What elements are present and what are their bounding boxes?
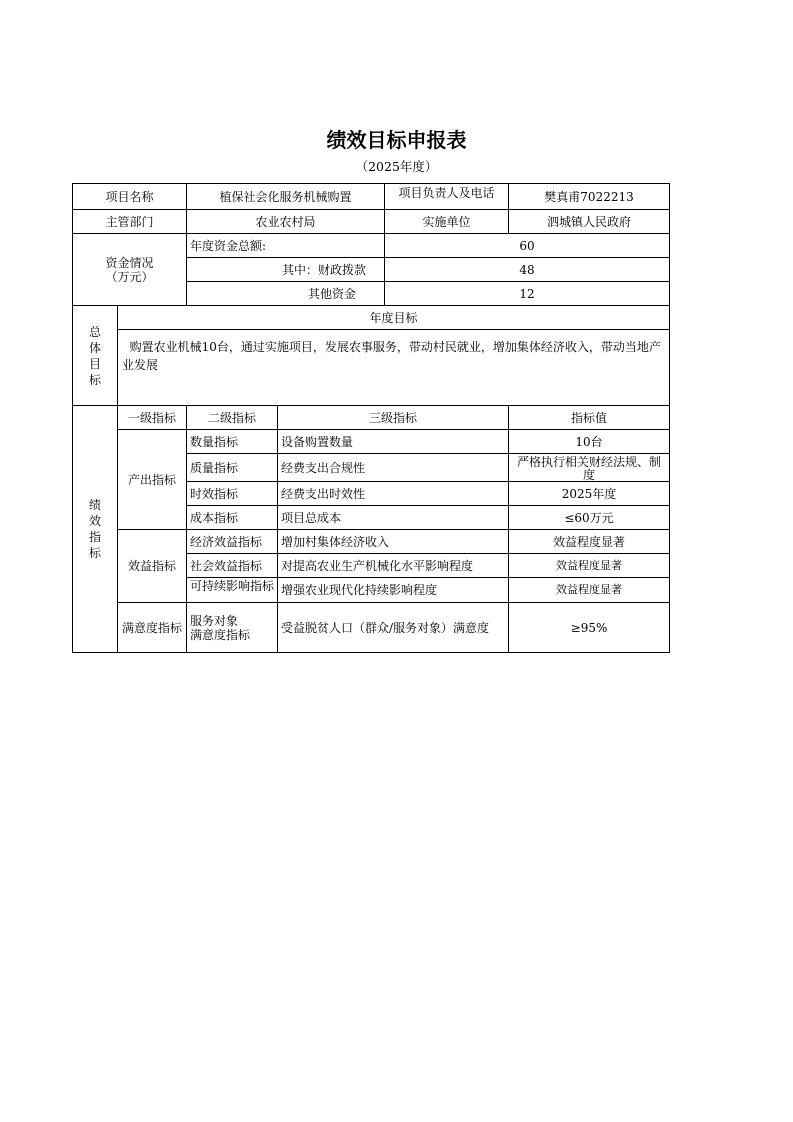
overall-goal-side-label: 总 体 目 标 [73, 306, 118, 406]
funds-fiscal-value: 48 [385, 258, 670, 282]
social-value: 效益程度显著 [509, 554, 670, 578]
header-value: 指标值 [509, 406, 670, 430]
funds-other-value: 12 [385, 282, 670, 306]
satisfy-level2: 服务对象 满意度指标 [187, 603, 278, 653]
funds-label: 资金情况 （万元） [73, 234, 187, 306]
annual-goal-header: 年度目标 [118, 306, 670, 330]
cost-level3: 项目总成本 [278, 506, 509, 530]
dept-value: 农业农村局 [187, 210, 385, 234]
project-name-value: 植保社会化服务机械购置 [187, 184, 385, 210]
quantity-level3: 设备购置数量 [278, 430, 509, 454]
funds-total-value: 60 [385, 234, 670, 258]
project-name-label: 项目名称 [73, 184, 187, 210]
funds-other-label: 其他资金 [187, 282, 385, 306]
social-level2: 社会效益指标 [187, 554, 278, 578]
header-level3: 三级指标 [278, 406, 509, 430]
page-title: 绩效目标申报表 [326, 128, 467, 152]
benefit-indicator-label: 效益指标 [118, 530, 187, 603]
performance-table [72, 183, 670, 653]
annual-goal-text: 购置农业机械10台，通过实施项目，发展农事服务，带动村民就业，增加集体经济收入，带动当地产业发展 [118, 330, 670, 406]
timeliness-level3: 经费支出时效性 [278, 482, 509, 506]
satisfy-level3: 受益脱贫人口（群众/服务对象）满意度 [278, 603, 509, 653]
header-level1: 一级指标 [118, 406, 187, 430]
quality-value: 严格执行相关财经法规、制度 [509, 454, 670, 482]
leader-value: 樊真甫7022213 [509, 184, 670, 210]
quantity-value: 10台 [509, 430, 670, 454]
sustain-level2: 可持续影响指标 [187, 578, 278, 603]
funds-fiscal-label: 其中：财政拨款 [187, 258, 385, 282]
impl-label: 实施单位 [385, 210, 509, 234]
quality-level2: 质量指标 [187, 454, 278, 482]
satisfy-value: ≥95% [509, 603, 670, 653]
economic-level2: 经济效益指标 [187, 530, 278, 554]
dept-label: 主管部门 [73, 210, 187, 234]
timeliness-level2: 时效指标 [187, 482, 278, 506]
quality-level3: 经费支出合规性 [278, 454, 509, 482]
sustain-value: 效益程度显著 [509, 578, 670, 603]
funds-total-label: 年度资金总额: [187, 234, 385, 258]
cost-level2: 成本指标 [187, 506, 278, 530]
quantity-level2: 数量指标 [187, 430, 278, 454]
page-subtitle: （2025年度） [355, 159, 438, 174]
sustain-level3: 增强农业现代化持续影响程度 [278, 578, 509, 603]
header-level2: 二级指标 [187, 406, 278, 430]
economic-value: 效益程度显著 [509, 530, 670, 554]
timeliness-value: 2025年度 [509, 482, 670, 506]
performance-side-label: 绩 效 指 标 [73, 406, 118, 653]
leader-label: 项目负责人及电话 [385, 184, 509, 210]
satisfaction-indicator-label: 满意度指标 [118, 603, 187, 653]
cost-value: ≤60万元 [509, 506, 670, 530]
impl-value: 泗城镇人民政府 [509, 210, 670, 234]
social-level3: 对提高农业生产机械化水平影响程度 [278, 554, 509, 578]
output-indicator-label: 产出指标 [118, 430, 187, 530]
economic-level3: 增加村集体经济收入 [278, 530, 509, 554]
